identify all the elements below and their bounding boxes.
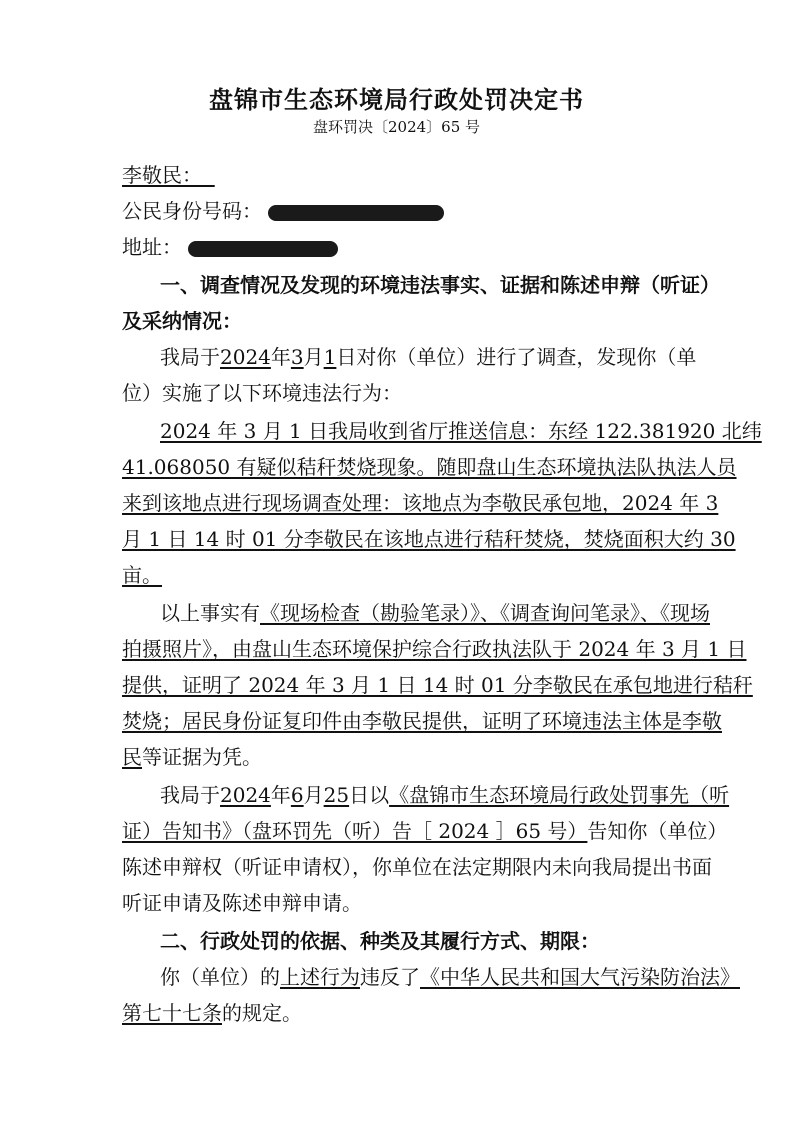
party-name-line: [122, 162, 215, 188]
s1-facts-line1: 2024 年 3 月 1 日我局收到省厅推送信息：东经 122.381920 北纬: [160, 419, 762, 443]
section2-heading: 二、行政处罚的依据、种类及其履行方式、期限：: [160, 929, 600, 953]
party-name: 李敬民：: [122, 163, 202, 187]
id-label: 公民身份号码：: [122, 199, 262, 223]
s1-paragraph1-line2: 位）实施了以下环境违法行为：: [122, 381, 402, 405]
party-address-line: [122, 234, 338, 260]
s1-notice-line3: 陈述申辩权（听证申请权），你单位在法定期限内未向我局提出书面: [122, 855, 712, 879]
s1-notice-line2: 证）告知书》（盘环罚先（听）告［ 2024 ］65 号）告知你（单位）: [122, 819, 728, 843]
redacted-id-number: [268, 205, 444, 221]
address-label: 地址：: [122, 235, 182, 259]
party-id-line: [122, 198, 444, 224]
section1-heading-cont: 及采纳情况：: [122, 309, 242, 333]
s1-facts-line2: 41.068050 有疑似秸秆焚烧现象。随即盘山生态环境执法队执法人员: [122, 455, 737, 479]
document-number: 盘环罚决〔2024〕65 号: [312, 118, 481, 136]
s1-evidence-line5: 民等证据为凭。: [122, 745, 262, 769]
s1-evidence-line3: 提供，证明了 2024 年 3 月 1 日 14 时 01 分李敬民在承包地进行秸秆: [122, 673, 753, 697]
s1-notice-line1: 我局于2024年6月25日以《盘锦市生态环境局行政处罚事先（听: [160, 783, 730, 807]
s1-notice-line4: 听证申请及陈述申辩申请。: [122, 891, 362, 915]
s1-facts-line4: 月 1 日 14 时 01 分李敬民在该地点进行秸秆焚烧，焚烧面积大约 30: [122, 527, 736, 551]
s1-paragraph1-line1: 我局于2024年3月1日对你（单位）进行了调查，发现你（单: [160, 345, 697, 369]
s2-paragraph1-line1: 你（单位）的上述行为违反了《中华人民共和国大气污染防治法》: [160, 965, 740, 989]
s1-evidence-line1: 以上事实有《现场检查（勘验笔录）》、《调查询问笔录》、《现场: [160, 601, 710, 625]
redacted-address: [188, 241, 338, 257]
document-title: 盘锦市生态环境局行政处罚决定书: [209, 85, 584, 114]
s1-evidence-line2: 拍摄照片》，由盘山生态环境保护综合行政执法队于 2024 年 3 月 1 日: [122, 637, 747, 661]
section1-heading: 一、调查情况及发现的环境违法事实、证据和陈述申辩（听证）: [160, 273, 720, 297]
s1-evidence-line4: 焚烧；居民身份证复印件由李敬民提供，证明了环境违法主体是李敬: [122, 709, 722, 733]
s1-facts-line5: 亩。: [122, 563, 162, 587]
s2-paragraph1-line2: 第七十七条的规定。: [122, 1001, 302, 1025]
s1-facts-line3: 来到该地点进行现场调查处理：该地点为李敬民承包地，2024 年 3: [122, 491, 719, 515]
